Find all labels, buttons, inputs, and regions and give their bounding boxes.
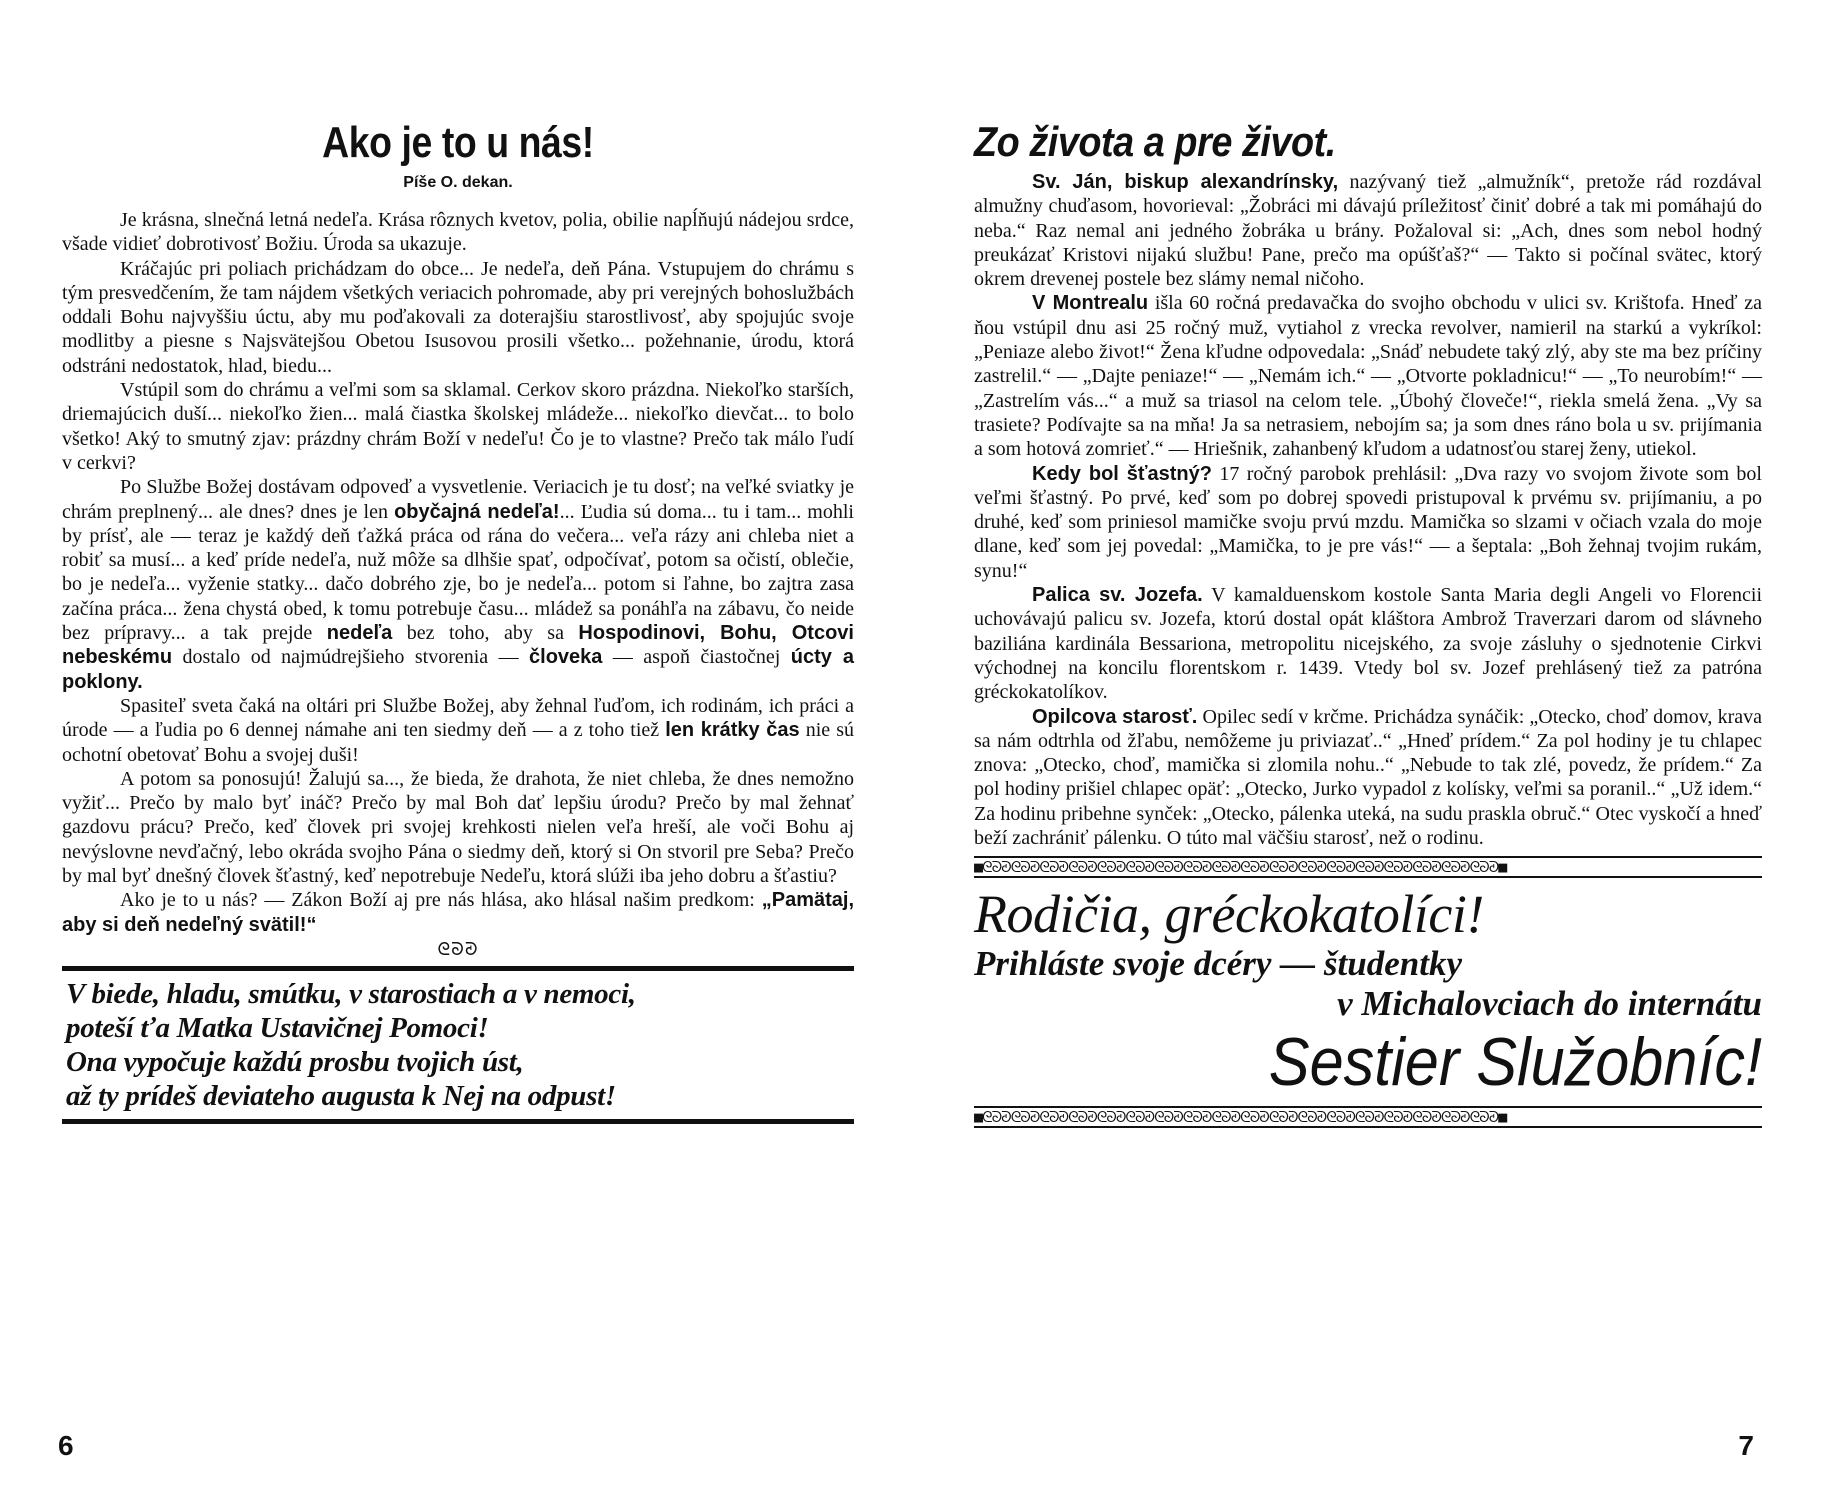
paragraph	[62, 694, 854, 767]
emphasis: len krátky čas	[665, 719, 800, 742]
prayer-box	[62, 966, 854, 1124]
ad-headline: Rodičia, gréckokatolíci!	[974, 884, 1484, 945]
text-run: bez toho, aby sa	[392, 622, 579, 645]
ad-title: Sestier Služobníc!	[1268, 1024, 1762, 1101]
paragraph-heading: Sv. Ján, biskup alexandrínsky,	[1032, 171, 1339, 193]
ornamental-rule: ■ᘓᘐᘑᘓᘐᘑᘓᘐᘑᘓᘐᘑᘓᘐᘑᘓᘐᘑᘓᘐᘑᘓᘐᘑᘓᘐᘑᘓᘐᘑᘓᘐᘑᘓᘐᘑᘓᘐᘑᘓᘐᘑᘓᘐᘑᘓᘐᘑᘓᘐᘑᘓᘐᘑ■	[974, 856, 1762, 878]
paragraph	[974, 291, 1762, 461]
paragraph	[62, 475, 854, 694]
paragraph	[974, 170, 1762, 291]
text-run: nie sú ochotní obetovať Bohu a svojej duši!	[62, 719, 854, 766]
article-title: Ako je to u nás!	[322, 118, 594, 167]
paragraph	[974, 583, 1762, 704]
article-author: Píše O. dekan.	[403, 174, 513, 191]
text-run: ... Ľudia sú doma... tu i tam... mohli by prísť, ale — teraz je každý deň ťažká práca od rána do večera... veľa rázy ani chleba niet a robiť sa musí... a keď príde nedeľa, nuž môže sa dlhšie spať, odpočívať, potom sa očistí, oblečie, bo je nedeľa... vyženie statky... dačo dobrého zje, bo je nedeľa... potom si ľahne, bo zajtra zasa začína práca... žena chystá obed, k tomu potrebuje času... mládež sa ponáhľa na zábavu, čo neide bez prípravy... a tak prejde	[62, 500, 854, 645]
emphasis: nedeľa	[326, 622, 393, 645]
page-number: 7	[1738, 1430, 1754, 1461]
page-number: 6	[58, 1430, 74, 1461]
right-page	[912, 0, 1824, 1500]
emphasis: človeka	[529, 646, 603, 669]
text-run: Opilec sedí v krčme. Prichádza synáčik: „Otecko, choď domov, krava sa nám odtrhla od žľabu, nemôžeme ju priviazať..“ „Hneď prídem.“ Za pol hodiny je tu chlapec znova: „Otecko, choď, mamička si zlomila nohu..“ „Nebude to tak zlé, povedz, že prídem.“ Za pol hodiny prišiel chlapec opäť: „Otecko, Jurko vypadol z kolísky, veľmi sa poranil..“ „Už idem.“ Za hodinu pribehne synček: „Otecko, pálenka uteká, na sudu praskla obruč.“ Otec vyskočí a hneď beží zachrániť pálenku. O túto mal väčšiu starosť, než o rodinu.	[974, 705, 1762, 850]
paragraph: Vstúpil som do chrámu a veľmi som sa sklamal. Cerkov skoro prázdna. Niekoľko starších, driemajúcich duší... niekoľko žien... malá čiastka školskej mládeže... niekoľko dievčat... to bolo všetko! Aký to smutný zjav: prázdny chrám Boží v nedeľu! Čo je to vlastne? Prečo tak málo ľudí v cerkvi?	[62, 379, 854, 474]
text-run: nazývaný tiež „almužník“, pretože rád rozdával almužny chuďasom, hovorieval: „Žobráci mi dávajú príležitosť činiť dobré a tak mi pomáhajú do neba.“ Raz nemal ani jedného žobráka u brány. Požaloval si: „Ach, dnes som nebol hodný preukázať Kristovi nijakú službu! Pane, prečo ma opúšťaš?“ — Takto si počínal svätec, ktorý okrem drevenej postele bez slámy nemal ničoho.	[974, 171, 1762, 291]
ornament: ᘓᘐᘑ	[437, 938, 479, 960]
emphasis: „Pamätaj, aby si deň nedeľný svätil!“	[62, 889, 854, 936]
emphasis: úcty a poklony.	[62, 646, 854, 693]
text-run: Spasiteľ sveta čaká na oltári pri Službe Božej, aby žehnal ľuďom, ich rodinám, ich práci a úrode — a ľudia po 6 dennej námahe ani ten siedmy deň — a z toho tiež	[62, 694, 854, 742]
paragraph	[62, 888, 854, 937]
paragraph-heading: Kedy bol šťastný?	[1032, 462, 1212, 485]
section-body	[974, 170, 1762, 850]
paragraph-heading: Opilcova starosť.	[1032, 705, 1198, 728]
paragraph	[974, 462, 1762, 583]
ad-line: v Michalovciach do internátu	[1337, 984, 1762, 1024]
text-run: V kamalduenskom kostole Santa Maria degli Angeli vo Florencii uchovávajú palicu sv. Jozefa, ktorú dostal opát kláštora Ambrož Traverzari darom od slávneho baziliána kardinála Bessariona, metropolitu nicejského, za svoje zásluhy o sjednotenie Cirkvi východnej na koncilu florentskom r. 1439. Vtedy bol sv. Jozef prehlásený tiež za patróna gréckokatolíkov.	[974, 584, 1763, 704]
box-line: poteší ťa Matka Ustavičnej Pomoci!	[66, 1011, 489, 1044]
text-run: — aspoň čiastočnej	[602, 646, 791, 669]
box-line: až ty prídeš deviateho augusta k Nej na odpust!	[66, 1079, 616, 1112]
ornamental-rule: ■ᘓᘐᘑᘓᘐᘑᘓᘐᘑᘓᘐᘑᘓᘐᘑᘓᘐᘑᘓᘐᘑᘓᘐᘑᘓᘐᘑᘓᘐᘑᘓᘐᘑᘓᘐᘑᘓᘐᘑᘓᘐᘑᘓᘐᘑᘓᘐᘑᘓᘐᘑᘓᘐᘑ■	[974, 1106, 1762, 1128]
text-run: išla 60 ročná predavačka do svojho obchodu v ulici sv. Krištofa. Hneď za ňou vstúpil dnu asi 25 ročný muž, vytiahol z vrecka revolver, namieril na starkú a vykríkol: „Peniaze alebo život!“ Žena kľudne odpovedala: „Snáď nebudete taký zlý, aby ste ma bez príčiny zastrelil.“ — „Dajte peniaze!“ — „Nemám ich.“ — „Otvorte pokladnicu!“ — „To neurobím!“ — „Zastrelím vás...“ a muž sa triasol na celom tele. „Úbohý človeče!“, riekla smelá žena. „Vy sa trasiete? Podívajte sa na mňa! Ja sa netrasiem, nebojím sa; ja som dnes ráno bola u sv. prijímania a som hotová zomrieť.“ — Hriešnik, zahanbený kľudom a udatnosťou starej ženy, utiekol.	[974, 292, 1762, 461]
paragraph: Kráčajúc pri poliach prichádzam do obce... Je nedeľa, deň Pána. Vstupujem do chrámu s tým presvedčením, že tam nájdem všetkých veriacich pohromade, aby pri verejných bohoslužbách oddali Bohu najvyššiu úctu, aby mu poďakovali za doterajšiu starostlivosť, aby spojujúc svoje modlitby a piesne s Najsvätejšou Obetou Isusovou prosili všetko... požehnanie, úrodu, ktorá odstráni nedostatok, hlad, biedu...	[62, 257, 854, 377]
paragraph-heading: Palica sv. Jozefa.	[1032, 584, 1203, 607]
paragraph: A potom sa ponosujú! Žalujú sa..., že bieda, že drahota, že niet chleba, že dnes nemožno vyžiť... Prečo by malo byť ináč? Prečo by mal Boh dať lepšiu úrodu? Prečo by mal žehnať gazdovu prácu? Prečo, keď človek pri svojej krehkosti nielen veľa hreší, ale voči Bohu aj nevýslovne nevďačný, lebo okráda svojho Pána o siedmy deň, ktorý si On stvoril pre Seba? Prečo by mal byť dnešný človek šťastný, keď nepotrebuje Nedeľu, ktorá slúži iba jeho dobru a šťastiu?	[62, 767, 854, 888]
paragraph	[974, 705, 1762, 851]
emphasis: obyčajná nedeľa!	[394, 500, 560, 523]
text-run: dostalo od najmúdrejšieho stvorenia —	[172, 646, 530, 669]
text-run: 17 ročný parobok prehlásil: „Dva razy vo svojom živote som bol veľmi šťastný. Po prvé, keď som po dobrej spovedi pristupoval k prvému sv. prijímaniu, a po druhé, keď som priniesol mamičke svoju prvú mzdu. Mamička so slzami v očiach vzala do moje dlane, keď som jej povedal: „Mamička, to je pre vás!“ — a šeptala: „Boh žehnaj tvojim rukám, synu!“	[974, 462, 1762, 582]
text-run: Ako je to u nás? — Zákon Boží aj pre nás hlása, ako hlásal našim predkom:	[120, 889, 762, 912]
emphasis: Hospodinovi, Bohu, Otcovi nebeskému	[62, 622, 854, 669]
advertisement	[974, 884, 1762, 1100]
text-run: Po Službe Božej dostávam odpoveď a vysvetlenie. Veriacich je tu dosť; na veľké sviatky je chrám preplnený... ale dnes? dnes je len	[62, 476, 854, 523]
section-title: Zo života a pre život.	[974, 118, 1336, 165]
article-body	[62, 208, 854, 937]
box-line: Ona vypočuje každú prosbu tvojich úst,	[66, 1045, 524, 1078]
ad-line: Prihláste svoje dcéry — študentky	[974, 944, 1463, 984]
paragraph-heading: V Montrealu	[1032, 292, 1149, 315]
paragraph: Je krásna, slnečná letná nedeľa. Krása rôznych kvetov, polia, obilie napĺňujú nádejou srdce, všade vidieť dobrotivosť Božiu. Úroda sa ukazuje.	[62, 209, 854, 256]
box-line: V biede, hladu, smútku, v starostiach a v nemoci,	[66, 977, 636, 1010]
